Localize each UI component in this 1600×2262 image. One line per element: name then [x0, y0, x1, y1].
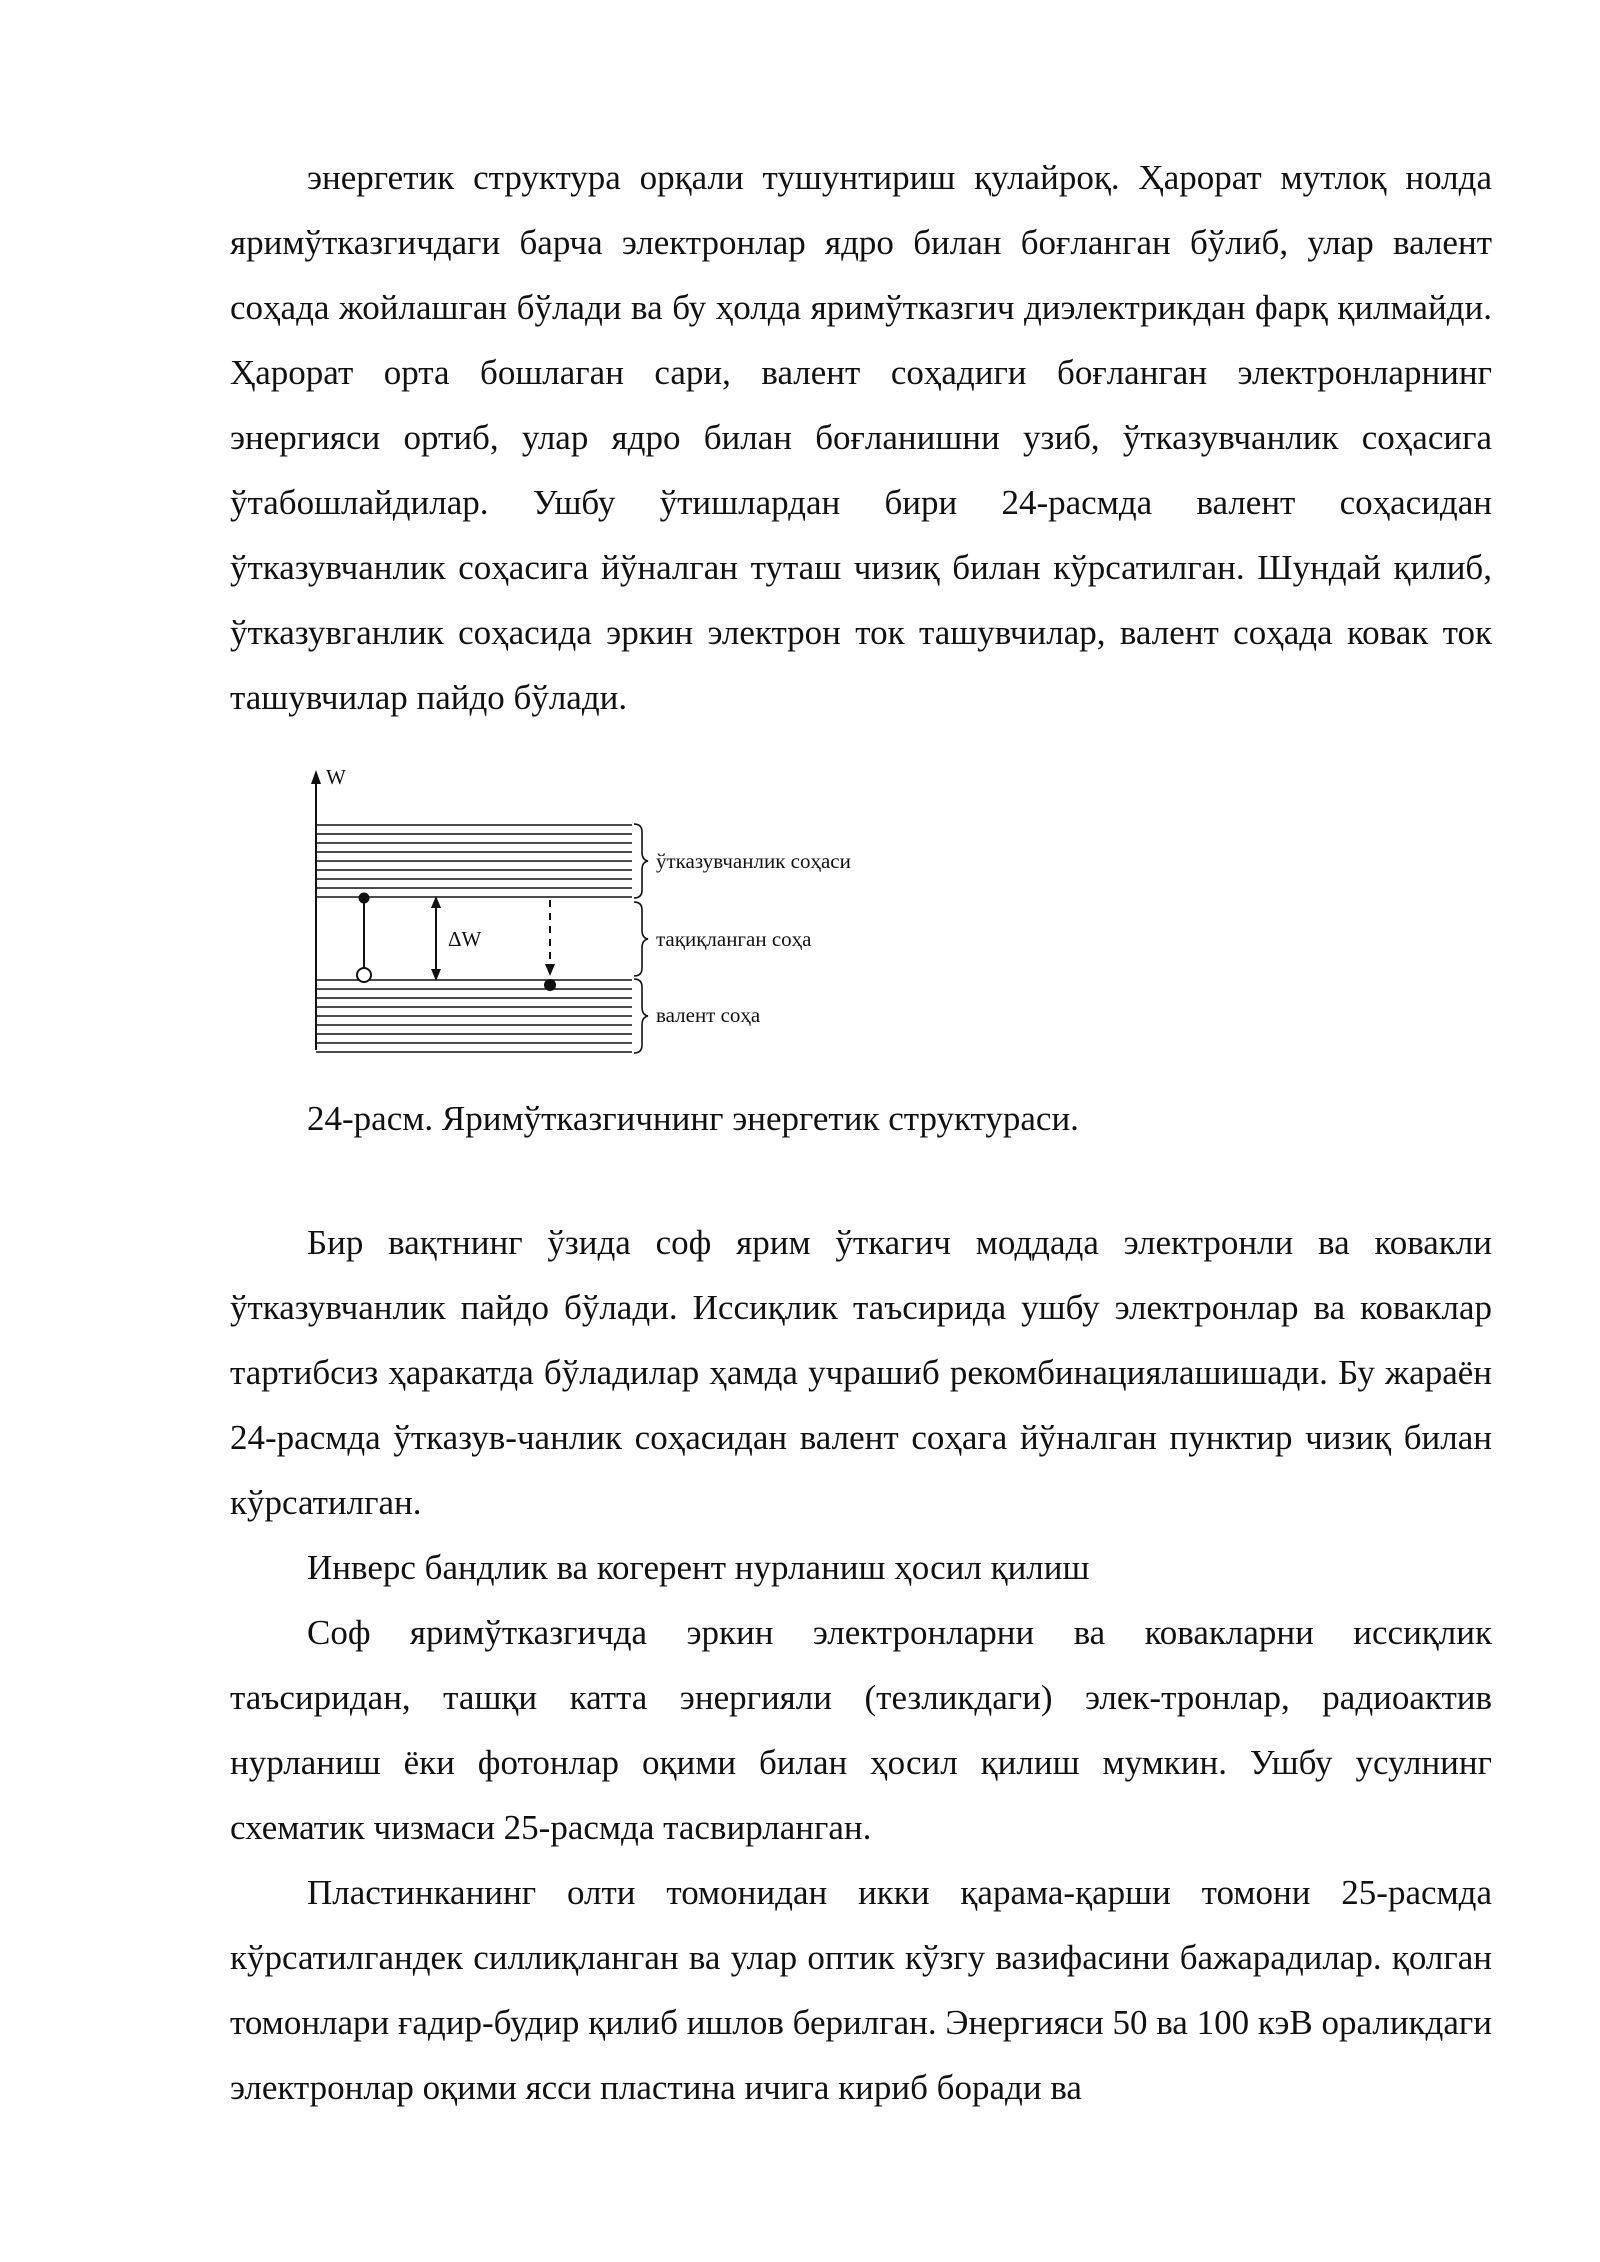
valence-band-label: валент соҳа	[656, 1003, 761, 1027]
delta-w-arrow	[431, 896, 441, 981]
forbidden-brace	[634, 902, 648, 976]
forbidden-band-label: тақиқланган соҳа	[656, 927, 812, 951]
electron-transition	[357, 893, 371, 983]
figure-caption: 24-расм. Яримўтказгичнинг энергетик структураси.	[307, 1099, 1079, 1138]
conduction-band	[316, 825, 632, 897]
w-axis-label: W	[326, 765, 346, 789]
conduction-brace	[634, 824, 648, 898]
text-block-top	[230, 145, 1492, 730]
paragraph: Соф яримўтказгичда эркин электронларни ва ковакларни иссиқлик таъсиридан, ташқи катта энергияли (тезликдаги) элек-тронлар, радиоактив нурланиш ёки фотонлар оқими билан ҳосил қилиш мумкин. Ушбу усулнинг схематик чизмаси 25-расмда тасвирланган.	[230, 1613, 1492, 1847]
paragraph: Пластинканинг олти томонидан икки қарама-қарши томони 25-расмда кўрсатилгандек силлиқланган ва улар оптик кўзгу вазифасини бажарадилар. қолган томонлари ғадир-будир қилиб ишлов берилган. Энергияси 50 ва 100 кэВ ораликдаги электронлар оқими ясси пластина ичига кириб боради ва	[230, 1873, 1492, 2107]
recombination-transition	[544, 900, 556, 991]
recombined-electron-dot	[544, 979, 556, 991]
valence-band	[316, 980, 632, 1052]
w-axis-arrowhead	[311, 770, 321, 784]
hole-circle	[357, 968, 371, 982]
text-block-bottom	[230, 1210, 1492, 2120]
section-heading: Инверс бандлик ва когерент нурланиш ҳосил қилиш	[307, 1548, 1090, 1587]
electron-dot	[359, 893, 370, 904]
paragraph: Бир вақтнинг ўзида соф ярим ўткагич моддада электронли ва ковакли ўтказувчанлик пайдо бўлади. Иссиқлик таъсирида ушбу электронлар ва коваклар тартибсиз ҳаракатда бўладилар ҳамда учрашиб рекомбинациялашишади. Бу жараён 24-расмда ўтказув-чанлик соҳасидан валент соҳага йўналган пунктир чизиқ билан кўрсатилган.	[230, 1223, 1492, 1522]
conduction-band-label: ўтказувчанлик соҳаси	[656, 849, 851, 873]
energy-band-diagram	[300, 750, 940, 1060]
paragraph: энергетик структура орқали тушунтириш қулайроқ. Ҳарорат мутлоқ нолда яримўтказгичдаги барча электронлар ядро билан боғланган бўлиб, улар валент соҳада жойлашган бўлади ва бу ҳолда яримўтказгич диэлектрикдан фарқ қилмайди. Ҳарорат орта бошлаган сари, валент соҳадиги боғланган электронларнинг энергияси ортиб, улар ядро билан боғланишни узиб, ўтказувчанлик соҳасига ўтабошлайдилар. Ушбу ўтишлардан бири 24-расмда валент соҳасидан ўтказувчанлик соҳасига йўналган туташ чизиқ билан кўрсатилган. Шундай қилиб, ўтказувганлик соҳасида эркин электрон ток ташувчилар, валент соҳада ковак ток ташувчилар пайдо бўлади.	[230, 158, 1492, 717]
valence-brace	[634, 979, 648, 1053]
delta-w-label: ΔW	[448, 927, 482, 951]
